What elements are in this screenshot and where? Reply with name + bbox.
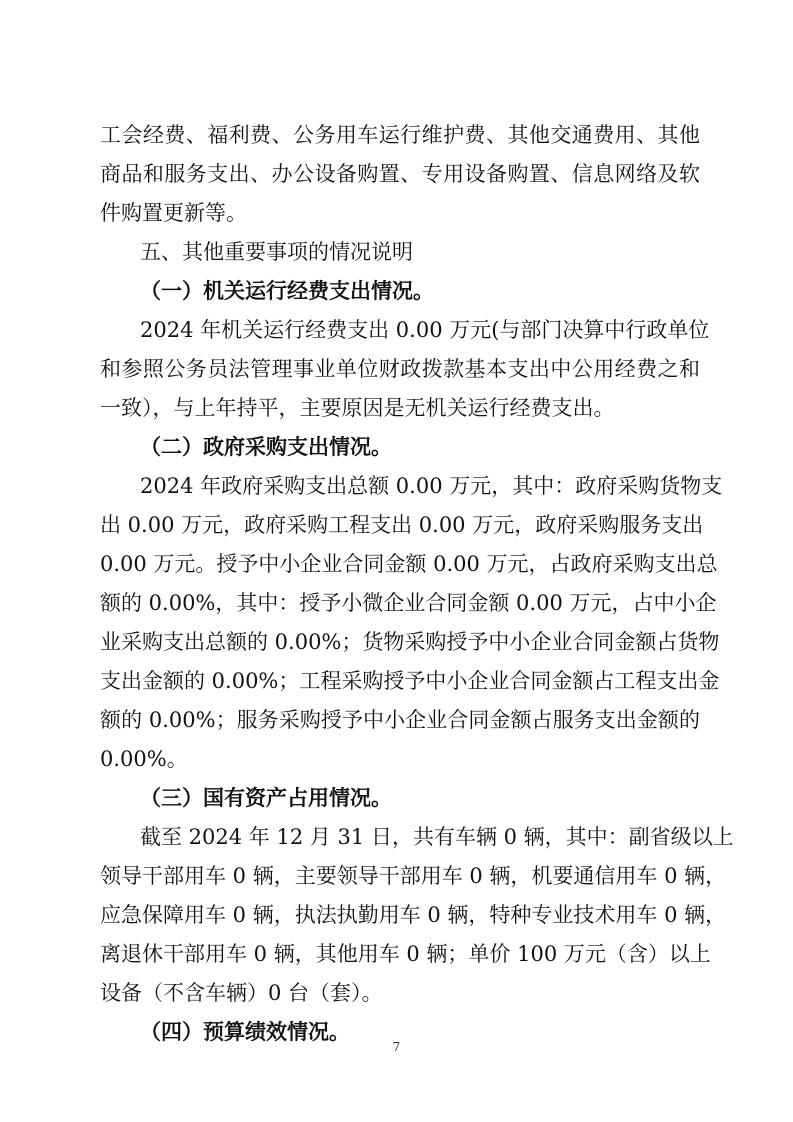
body-text-line: 离退休干部用车 0 辆，其他用车 0 辆；单价 100 万元（含）以上	[100, 942, 711, 966]
body-text-line: 出 0.00 万元，政府采购工程支出 0.00 万元，政府采购服务支出	[100, 513, 704, 537]
body-text-line: 工会经费、福利费、公务用车运行维护费、其他交通费用、其他	[100, 123, 700, 147]
body-text-line: 一致），与上年持平，主要原因是无机关运行经费支出。	[100, 396, 615, 420]
body-text-line: 2024 年机关运行经费支出 0.00 万元(与部门决算中行政单位	[140, 318, 710, 342]
body-text-line: 业采购支出总额的 0.00%；货物采购授予中小企业合同金额占货物	[100, 630, 720, 654]
body-text-line: 2024 年政府采购支出总额 0.00 万元，其中：政府采购货物支	[140, 474, 723, 498]
body-text-line: 领导干部用车 0 辆，主要领导干部用车 0 辆，机要通信用车 0 辆，	[100, 864, 727, 888]
section-heading: 五、其他重要事项的情况说明	[140, 240, 413, 264]
body-text-line: 支出金额的 0.00%；工程采购授予中小企业合同金额占工程支出金	[100, 669, 720, 693]
subsection-heading: （四）预算绩效情况。	[140, 1020, 350, 1044]
body-text-line: 设备（不含车辆）0 台（套）。	[100, 981, 383, 1005]
body-text-line: 应急保障用车 0 辆，执法执勤用车 0 辆，特种专业技术用车 0 辆，	[100, 903, 727, 927]
subsection-heading: （一）机关运行经费支出情况。	[140, 279, 434, 303]
body-text-line: 0.00 万元。授予中小企业合同金额 0.00 万元，占政府采购支出总	[100, 552, 718, 576]
body-text-line: 件购置更新等。	[100, 201, 247, 225]
body-text-line: 截至 2024 年 12 月 31 日，共有车辆 0 辆，其中：副省级以上	[140, 825, 734, 849]
body-text-line: 商品和服务支出、办公设备购置、专用设备购置、信息网络及软	[100, 162, 700, 186]
page-number: 7	[392, 1040, 401, 1054]
subsection-heading: （三）国有资产占用情况。	[140, 786, 392, 810]
subsection-heading: （二）政府采购支出情况。	[140, 435, 392, 459]
body-text-line: 和参照公务员法管理事业单位财政拨款基本支出中公用经费之和	[100, 357, 700, 381]
body-text-line: 额的 0.00%，其中：授予小微企业合同金额 0.00 万元，占中小企	[100, 591, 717, 615]
body-text-line: 0.00%。	[100, 747, 188, 771]
body-text-line: 额的 0.00%；服务采购授予中小企业合同金额占服务支出金额的	[100, 708, 700, 732]
